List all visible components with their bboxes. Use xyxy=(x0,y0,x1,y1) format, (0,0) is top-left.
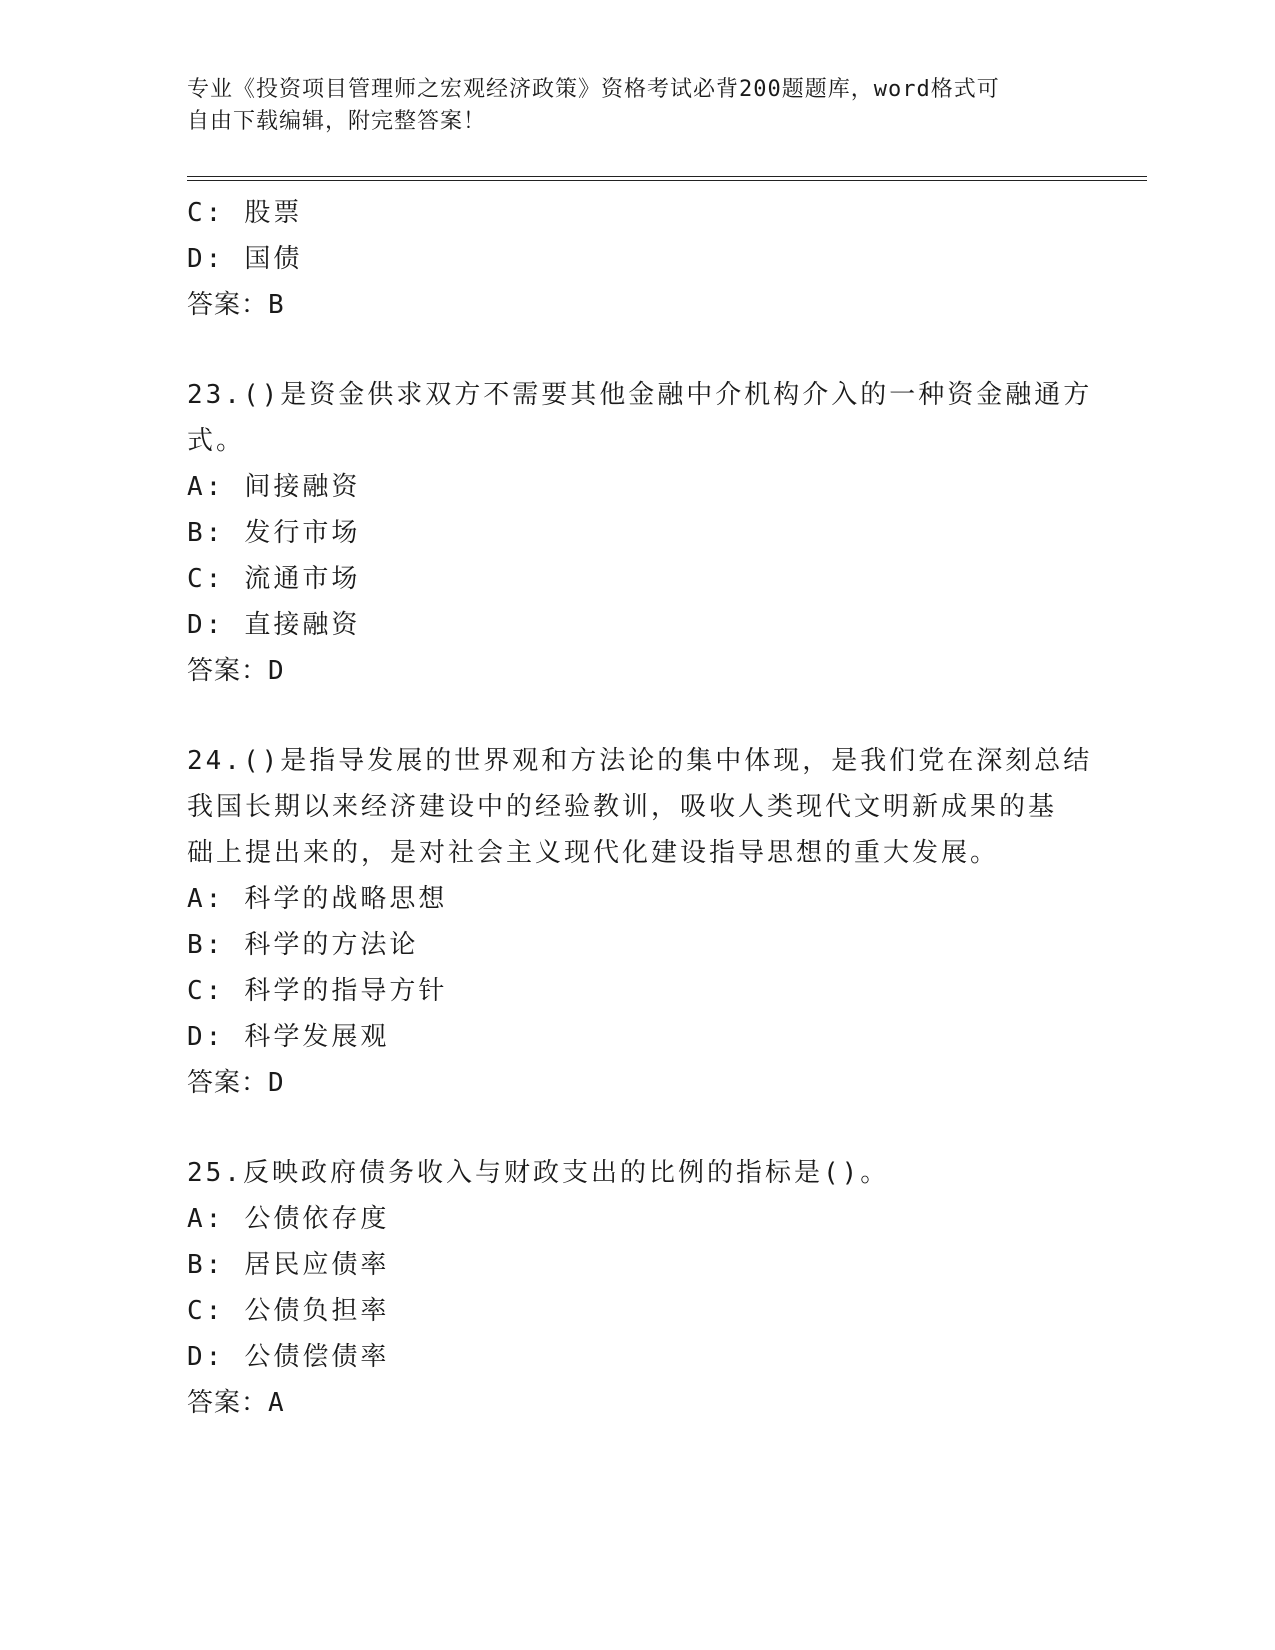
option-c xyxy=(187,190,1087,236)
option-d xyxy=(187,1334,1087,1380)
option-text: 公债依存度 xyxy=(244,1204,390,1234)
option-key: B: xyxy=(187,930,225,960)
question-stem-line: 23.()是资金供求双方不需要其他金融中介机构介入的一种资金融通方 xyxy=(187,380,1093,410)
option-text: 公债负担率 xyxy=(244,1296,390,1326)
option-key: C: xyxy=(187,198,225,228)
question-23 xyxy=(187,372,1093,694)
question-stem-line: 25.反映政府债务收入与财政支出的比例的指标是()。 xyxy=(187,1158,890,1188)
header-divider xyxy=(187,176,1147,181)
option-a xyxy=(187,876,1087,922)
answer-line: 答案：D xyxy=(187,1068,285,1098)
option-key: B: xyxy=(187,518,225,548)
answer-line: 答案：A xyxy=(187,1388,285,1418)
option-b xyxy=(187,1242,1087,1288)
option-text: 居民应债率 xyxy=(244,1250,390,1280)
answer-line: 答案：B xyxy=(187,290,285,320)
option-b xyxy=(187,922,1087,968)
option-text: 科学的指导方针 xyxy=(244,976,448,1006)
option-text: 科学的方法论 xyxy=(244,930,419,960)
option-text: 间接融资 xyxy=(244,472,361,502)
option-key: A: xyxy=(187,884,225,914)
option-text: 国债 xyxy=(244,244,303,274)
option-key: B: xyxy=(187,1250,225,1280)
question-22-continuation xyxy=(187,190,1087,328)
option-a xyxy=(187,464,1087,510)
question-24 xyxy=(187,738,1093,1106)
option-a xyxy=(187,1196,1087,1242)
question-stem-line: 式。 xyxy=(187,426,246,456)
option-text: 流通市场 xyxy=(244,564,361,594)
option-key: D: xyxy=(187,244,225,274)
option-key: D: xyxy=(187,1342,225,1372)
question-list xyxy=(187,190,1093,1426)
option-key: C: xyxy=(187,976,225,1006)
option-key: D: xyxy=(187,1022,225,1052)
option-text: 股票 xyxy=(244,198,303,228)
option-key: C: xyxy=(187,564,225,594)
answer-line: 答案：D xyxy=(187,656,285,686)
question-25 xyxy=(187,1150,1087,1426)
option-d xyxy=(187,236,1087,282)
question-stem-line: 础上提出来的，是对社会主义现代化建设指导思想的重大发展。 xyxy=(187,838,1000,868)
option-key: A: xyxy=(187,472,225,502)
option-key: A: xyxy=(187,1204,225,1234)
header-title-line-2: 自由下载编辑，附完整答案！ xyxy=(187,109,487,134)
option-c xyxy=(187,968,1087,1014)
option-d xyxy=(187,602,1087,648)
option-text: 发行市场 xyxy=(244,518,361,548)
option-text: 公债偿债率 xyxy=(244,1342,390,1372)
option-key: C: xyxy=(187,1296,225,1326)
option-key: D: xyxy=(187,610,225,640)
document-header xyxy=(187,74,1067,138)
option-text: 科学发展观 xyxy=(244,1022,390,1052)
option-d xyxy=(187,1014,1087,1060)
option-b xyxy=(187,510,1087,556)
option-text: 直接融资 xyxy=(244,610,361,640)
option-c xyxy=(187,556,1087,602)
question-stem-line: 24.()是指导发展的世界观和方法论的集中体现，是我们党在深刻总结 xyxy=(187,746,1093,776)
option-c xyxy=(187,1288,1087,1334)
option-text: 科学的战略思想 xyxy=(244,884,448,914)
header-title-line-1: 专业《投资项目管理师之宏观经济政策》资格考试必背200题题库，word格式可 xyxy=(187,77,1000,102)
question-stem-line: 我国长期以来经济建设中的经验教训，吸收人类现代文明新成果的基 xyxy=(187,792,1058,822)
